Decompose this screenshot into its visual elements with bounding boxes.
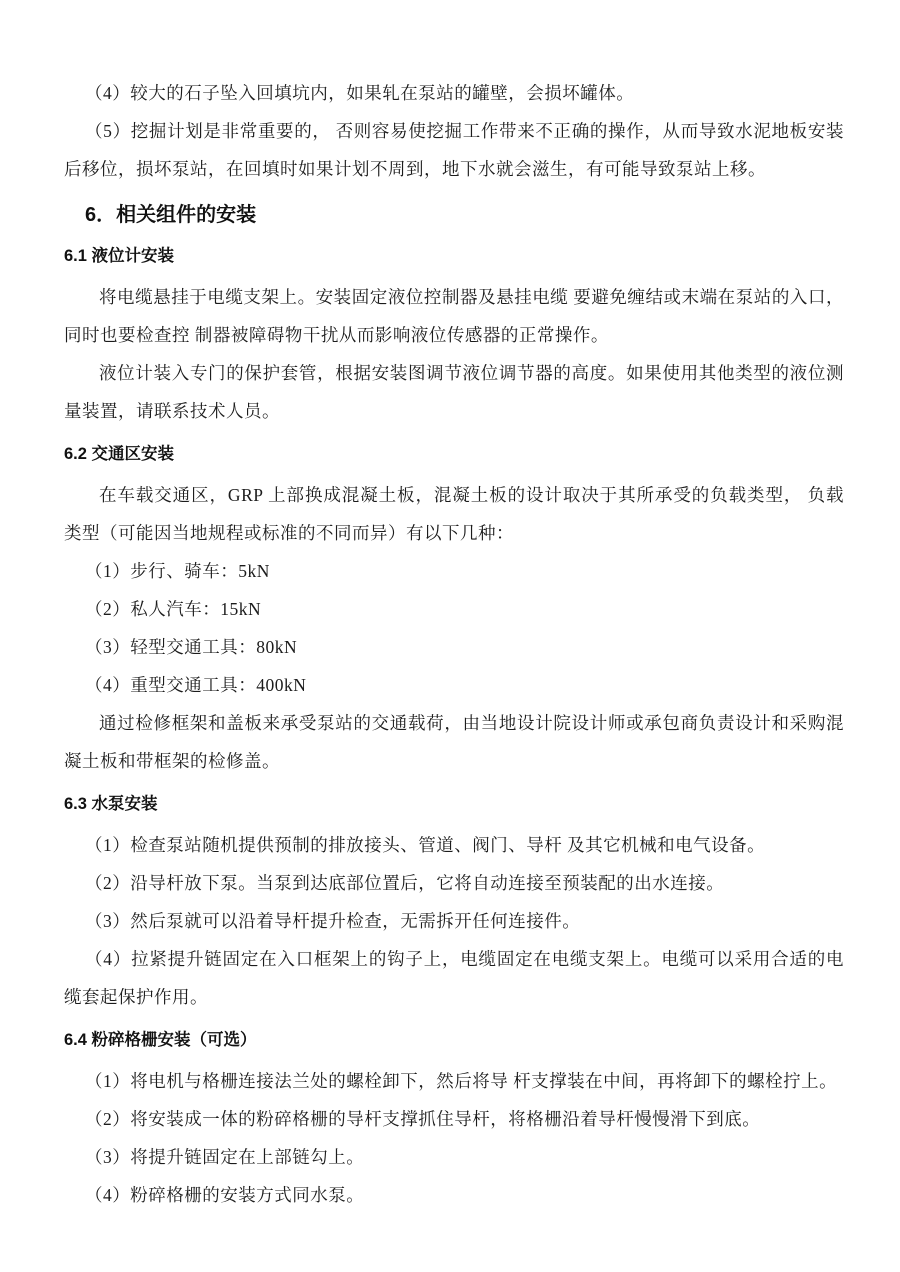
- paragraph-item-5: （5）挖掘计划是非常重要的， 否则容易使挖掘工作带来不正确的操作，从而导致水泥地板安装后移位，损坏泵站，在回填时如果计划不周到，地下水就会滋生，有可能导致泵站上移。: [64, 121, 844, 179]
- section-heading: 6．相关组件的安装: [85, 204, 257, 226]
- list-item-step: （1）将电机与格栅连接法兰处的螺栓卸下，然后将导 杆支撑装在中间，再将卸下的螺栓拧上。: [85, 1071, 838, 1091]
- list-item-load-1: （1）步行、骑车：5kN: [85, 561, 270, 581]
- subsection-heading-6-3: 6.3 水泵安装: [64, 795, 158, 813]
- paragraph: 液位计装入专门的保护套管，根据安装图调节液位调节器的高度。如果使用其他类型的液位测量装置，请联系技术人员。: [64, 363, 844, 421]
- list-item-step: （3）将提升链固定在上部链勾上。: [85, 1147, 365, 1167]
- paragraph: 将电缆悬挂于电缆支架上。安装固定液位控制器及悬挂电缆 要避免缠结或末端在泵站的入口，同时也要检查控 制器被障碍物干扰从而影响液位传感器的正常操作。: [64, 287, 844, 345]
- list-item-load-3: （3）轻型交通工具：80kN: [85, 637, 298, 657]
- subsection-heading-6-2: 6.2 交通区安装: [64, 445, 175, 463]
- paragraph-item-4: （4）较大的石子坠入回填坑内，如果轧在泵站的罐壁，会损坏罐体。: [85, 83, 635, 103]
- paragraph: 通过检修框架和盖板来承受泵站的交通载荷，由当地设计院设计师或承包商负责设计和采购混凝土板和带框架的检修盖。: [64, 713, 844, 771]
- list-item-step: （2）将安装成一体的粉碎格栅的导杆支撑抓住导杆，将格栅沿着导杆慢慢滑下到底。: [85, 1109, 761, 1129]
- list-item-step: （4）粉碎格栅的安装方式同水泵。: [85, 1185, 365, 1205]
- subsection-heading-6-1: 6.1 液位计安装: [64, 247, 175, 265]
- list-item-load-4: （4）重型交通工具：400kN: [85, 675, 307, 695]
- list-item-step: （2）沿导杆放下泵。当泵到达底部位置后，它将自动连接至预装配的出水连接。: [85, 873, 725, 893]
- list-item-step: （3）然后泵就可以沿着导杆提升检查，无需拆开任何连接件。: [85, 911, 581, 931]
- list-item-load-2: （2）私人汽车：15kN: [85, 599, 262, 619]
- list-item-step: （1）检查泵站随机提供预制的排放接头、管道、阀门、导杆 及其它机械和电气设备。: [85, 835, 766, 855]
- list-item-step: （4）拉紧提升链固定在入口框架上的钩子上，电缆固定在电缆支架上。电缆可以采用合适的电缆套起保护作用。: [64, 949, 844, 1007]
- subsection-heading-6-4: 6.4 粉碎格栅安装（可选）: [64, 1031, 257, 1049]
- paragraph: 在车载交通区，GRP 上部换成混凝土板，混凝土板的设计取决于其所承受的负载类型， 负载类型（可能因当地规程或标准的不同而异）有以下几种：: [64, 485, 844, 543]
